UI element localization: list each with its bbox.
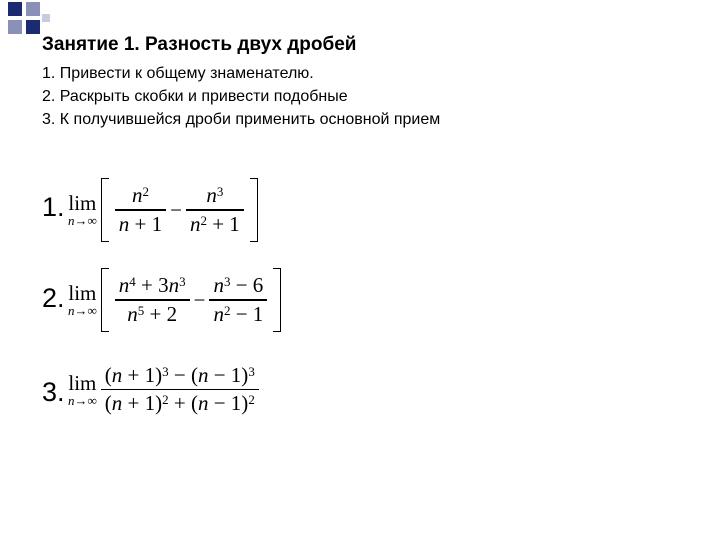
minus-sign: − — [193, 287, 206, 312]
example-2-formula — [68, 268, 281, 332]
lim-word: lim — [68, 370, 97, 395]
step-item: 3. К получившейся дроби применить основной прием — [42, 111, 441, 128]
fraction: $\frac{n^4 + 3n^3}{n^5 + 2}$ — [115, 272, 190, 327]
limit-operator — [68, 372, 97, 408]
step-item: 1. Привести к общему знаменателю. — [42, 65, 314, 82]
example-3-number: 3. — [42, 377, 65, 407]
right-bracket — [273, 268, 281, 332]
fraction: $\frac{n^3 - 6}{n^2 - 1}$ — [209, 272, 267, 327]
left-bracket — [101, 268, 109, 332]
example-3-formula — [68, 362, 259, 417]
left-bracket — [101, 178, 109, 242]
right-bracket — [250, 178, 258, 242]
fraction: $\frac{n^3}{n^2 + 1}$ — [186, 182, 244, 237]
lim-word: lim — [68, 191, 97, 215]
example-1-number: 1. — [42, 192, 65, 222]
slide-title: Занятие 1. Разность двух дробей — [42, 34, 357, 55]
example-1-formula — [68, 178, 258, 242]
limit-operator — [68, 192, 97, 228]
minus-sign: − — [170, 197, 182, 222]
limit-operator — [68, 282, 97, 318]
example-2-number: 2. — [42, 283, 65, 313]
fraction: $\frac{n^2}{n + 1}$ — [115, 182, 166, 237]
lim-word: lim — [68, 281, 97, 305]
step-item: 2. Раскрыть скобки и привести подобные — [42, 88, 348, 105]
steps-list — [42, 62, 440, 131]
lim-sub: n→∞ — [68, 303, 97, 318]
lim-sub: n→∞ — [68, 213, 97, 228]
fraction: $\frac{(n + 1)^3 - (n - 1)^3}{(n + 1)^2 + (n - 1)^2}$ — [101, 362, 259, 417]
lim-sub: n→∞ — [68, 392, 97, 408]
